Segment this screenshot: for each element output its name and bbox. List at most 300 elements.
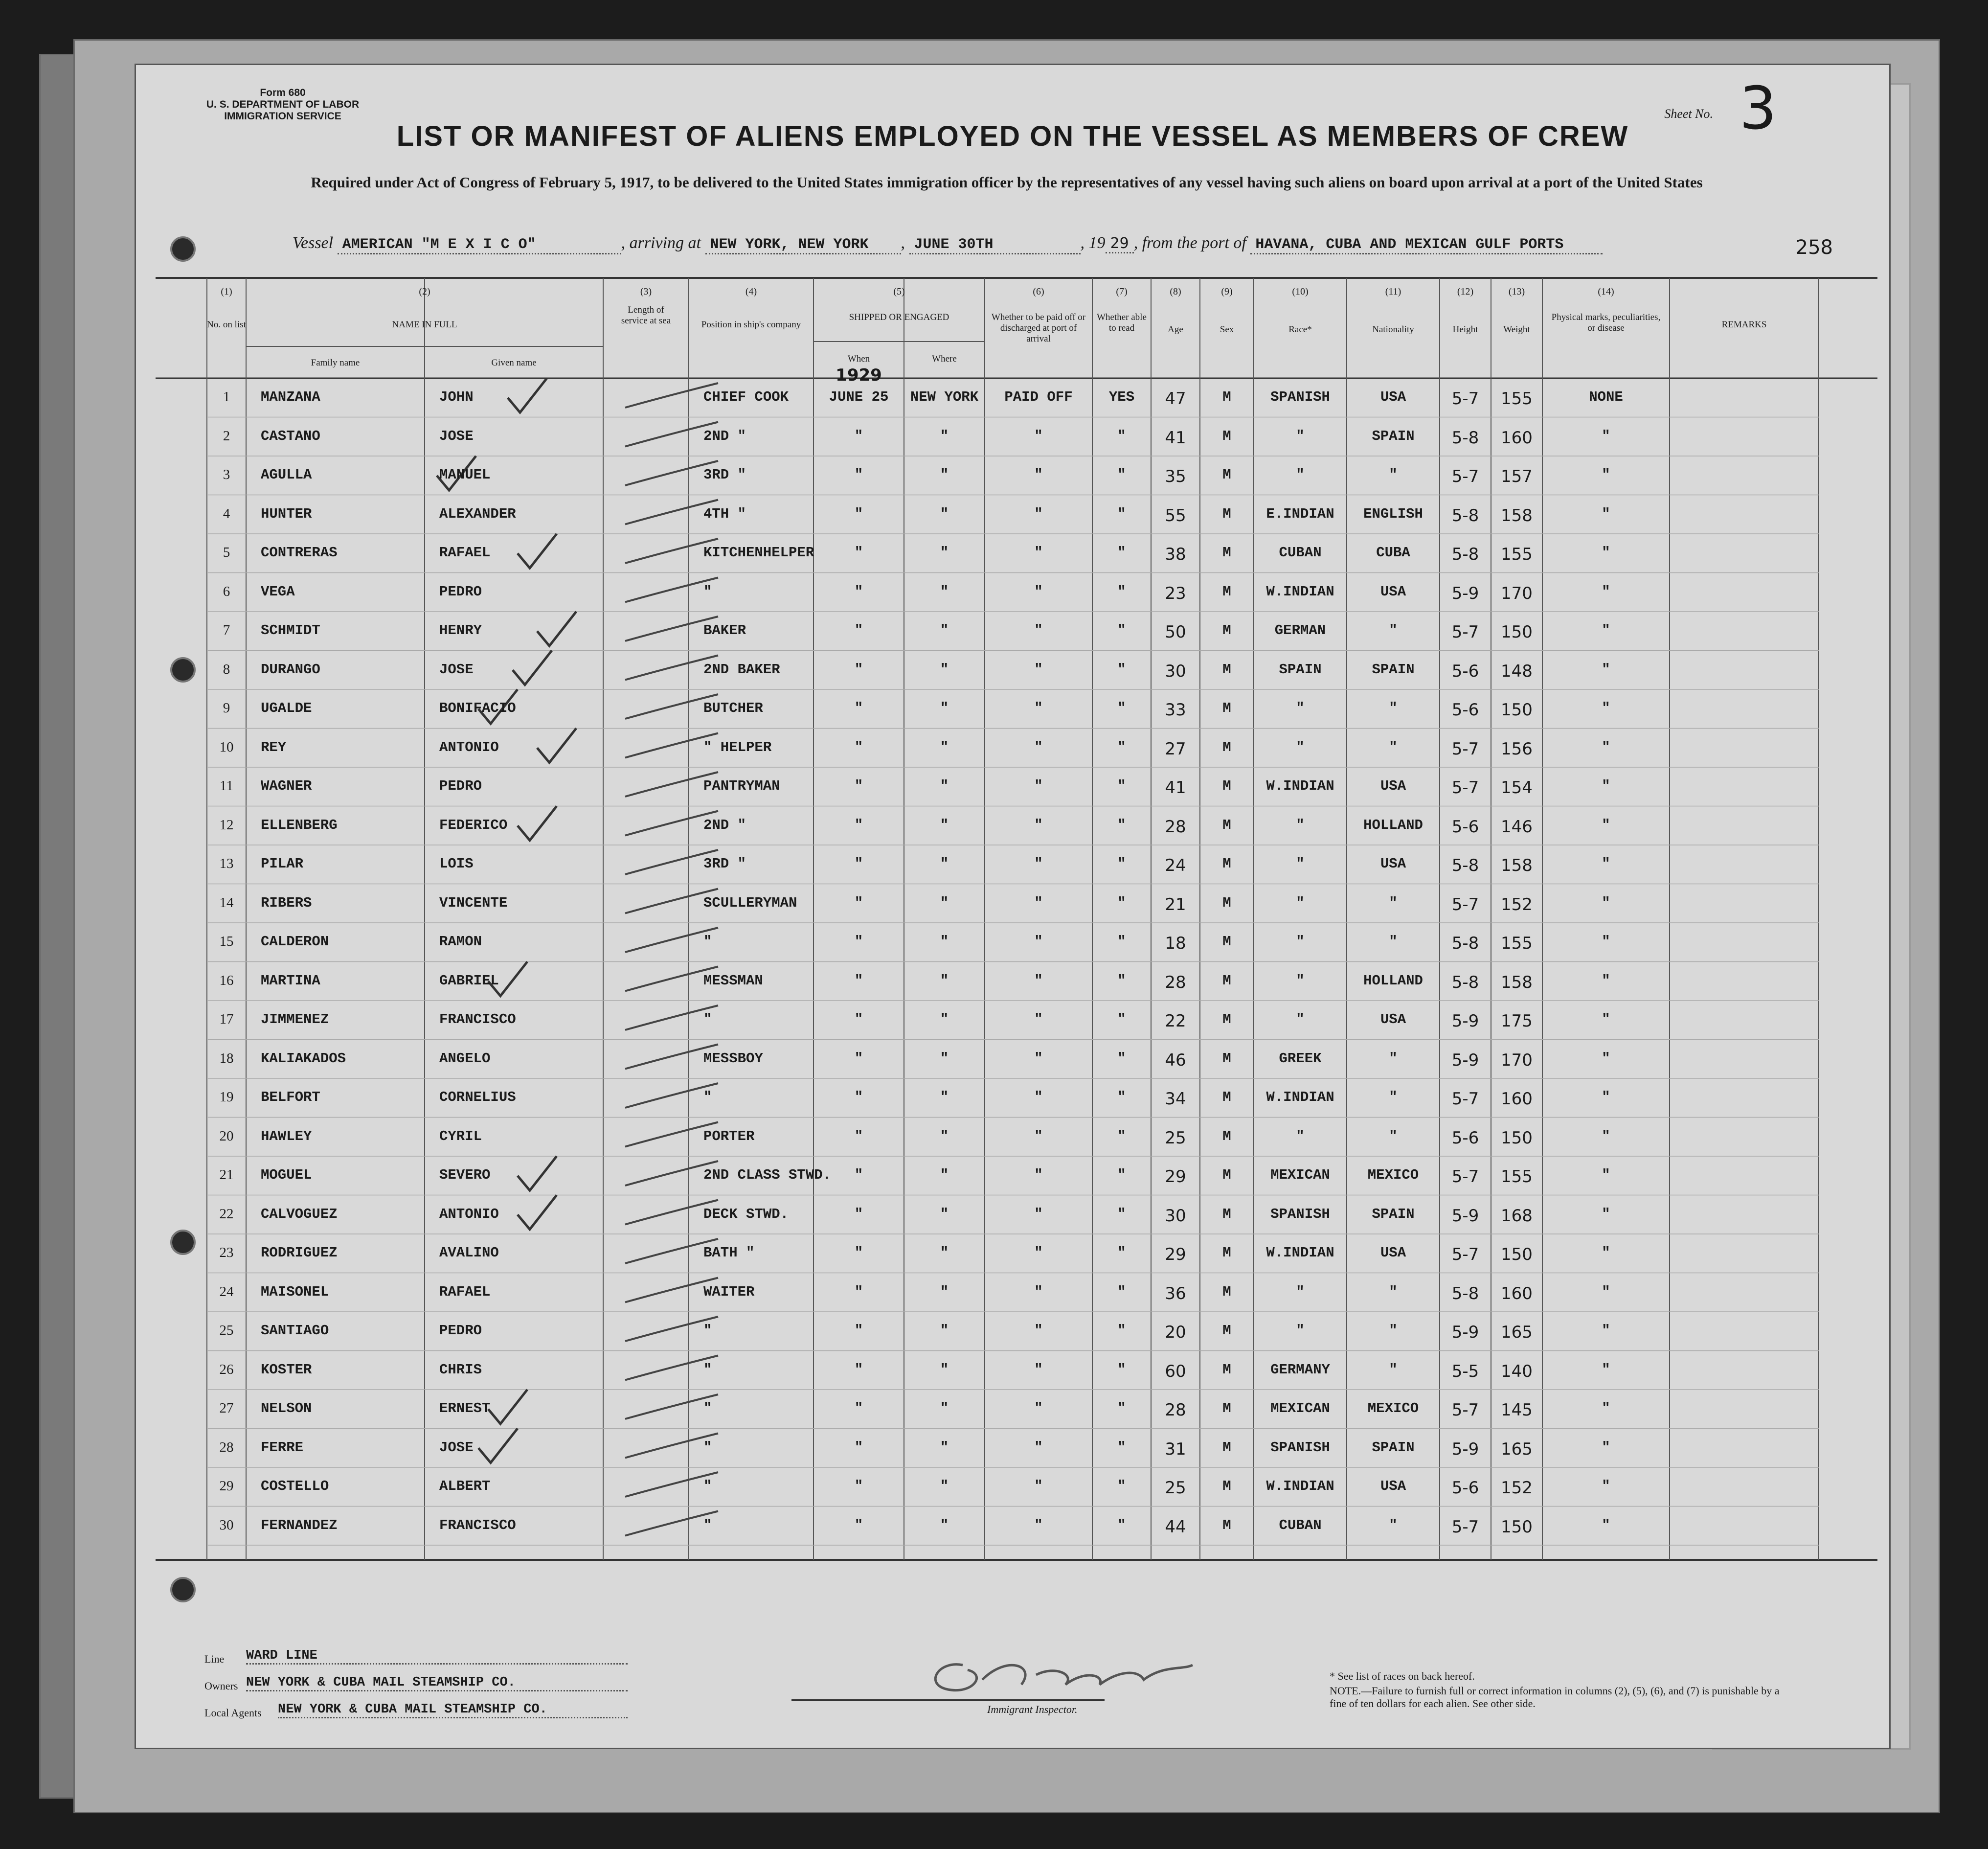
cell-sex: M xyxy=(1222,1439,1231,1456)
cell-where: " xyxy=(940,934,949,950)
cell-race: " xyxy=(1296,739,1305,755)
cell-age: 29 xyxy=(1165,1245,1186,1264)
cell-weight: 160 xyxy=(1501,1283,1533,1303)
cell-weight: 152 xyxy=(1501,1478,1533,1498)
cell-height: 5-8 xyxy=(1451,428,1479,448)
cell-position: " xyxy=(703,1439,712,1456)
cell-read: " xyxy=(1117,1361,1126,1378)
col-number-no: (1) xyxy=(221,286,232,297)
cell-marks: NONE xyxy=(1589,389,1623,405)
cell-no: 9 xyxy=(223,700,230,716)
cell-position: PORTER xyxy=(703,1128,755,1144)
cell-age: 30 xyxy=(1165,1206,1186,1226)
cell-family: KOSTER xyxy=(261,1361,312,1378)
cell-paid: PAID OFF xyxy=(1004,389,1073,405)
cell-nationality: " xyxy=(1389,1361,1398,1378)
cell-read: " xyxy=(1117,972,1126,989)
cell-where: " xyxy=(940,1323,949,1339)
cell-marks: " xyxy=(1602,817,1610,833)
cell-paid: " xyxy=(1034,467,1043,483)
cell-paid: " xyxy=(1034,1245,1043,1261)
cell-paid: " xyxy=(1034,700,1043,716)
cell-read: " xyxy=(1117,894,1126,911)
cell-position: BATH " xyxy=(703,1245,755,1261)
cell-sex: M xyxy=(1222,934,1231,950)
cell-height: 5-6 xyxy=(1451,1128,1479,1148)
cell-race: SPAIN xyxy=(1279,661,1322,678)
cell-race: W.INDIAN xyxy=(1266,583,1334,600)
col-header-name: NAME IN FULL xyxy=(392,320,457,330)
cell-age: 41 xyxy=(1165,778,1186,798)
cell-given: FEDERICO xyxy=(439,817,508,833)
cell-where: " xyxy=(940,817,949,833)
cell-sex: M xyxy=(1222,1517,1231,1533)
cell-paid: " xyxy=(1034,1517,1043,1533)
cell-sex: M xyxy=(1222,661,1231,678)
cell-age: 22 xyxy=(1165,1011,1186,1031)
cell-where: " xyxy=(940,1206,949,1222)
cell-when: JUNE 25 xyxy=(829,389,889,405)
cell-nationality: " xyxy=(1389,622,1398,639)
cell-where: " xyxy=(940,505,949,522)
cell-given: MANUEL xyxy=(439,467,491,483)
cell-family: COSTELLO xyxy=(261,1478,329,1494)
cell-marks: " xyxy=(1602,1283,1610,1300)
cell-race: " xyxy=(1296,817,1305,833)
cell-height: 5-5 xyxy=(1451,1361,1479,1381)
from-port-label: , from the port of xyxy=(1133,234,1246,252)
col-header-read: Whether able to read xyxy=(1097,312,1147,333)
cell-nationality: USA xyxy=(1380,1478,1406,1494)
cell-where: " xyxy=(940,428,949,444)
cell-no: 25 xyxy=(219,1323,234,1338)
cell-read: " xyxy=(1117,1323,1126,1339)
cell-paid: " xyxy=(1034,545,1043,561)
cell-where: " xyxy=(940,1283,949,1300)
cell-age: 28 xyxy=(1165,972,1186,992)
cell-weight: 160 xyxy=(1501,428,1533,448)
cell-marks: " xyxy=(1602,1011,1610,1027)
cell-age: 35 xyxy=(1165,467,1186,486)
cell-read: " xyxy=(1117,1128,1126,1144)
cell-position: 2ND BAKER xyxy=(703,661,780,678)
col-header-family-name: Family name xyxy=(311,358,360,368)
cell-height: 5-8 xyxy=(1451,1283,1479,1303)
cell-no: 5 xyxy=(223,545,230,560)
cell-no: 16 xyxy=(219,972,234,988)
cell-nationality: USA xyxy=(1380,389,1406,405)
cell-where: " xyxy=(940,622,949,639)
cell-position: 3RD " xyxy=(703,467,746,483)
cell-no: 30 xyxy=(219,1517,234,1533)
cell-height: 5-8 xyxy=(1451,545,1479,564)
cell-position: WAITER xyxy=(703,1283,755,1300)
cell-no: 8 xyxy=(223,661,230,677)
cell-where: " xyxy=(940,856,949,872)
cell-given: ALBERT xyxy=(439,1478,491,1494)
cell-height: 5-8 xyxy=(1451,972,1479,992)
cell-given: RAMON xyxy=(439,934,482,950)
cell-family: KALIAKADOS xyxy=(261,1050,346,1067)
cell-marks: " xyxy=(1602,583,1610,600)
cell-race: W.INDIAN xyxy=(1266,1478,1334,1494)
cell-paid: " xyxy=(1034,817,1043,833)
cell-read: " xyxy=(1117,467,1126,483)
cell-paid: " xyxy=(1034,1089,1043,1105)
cell-age: 28 xyxy=(1165,1400,1186,1420)
cell-given: ERNEST xyxy=(439,1400,491,1416)
cell-no: 19 xyxy=(219,1089,234,1105)
vessel-label: Vessel xyxy=(293,234,334,252)
cell-given: JOSE xyxy=(439,428,474,444)
cell-when-year: 1929 xyxy=(836,365,882,385)
cell-race: " xyxy=(1296,972,1305,989)
cell-marks: " xyxy=(1602,700,1610,716)
cell-when: " xyxy=(854,972,863,989)
cell-height: 5-7 xyxy=(1451,622,1479,642)
col-header-height: Height xyxy=(1452,324,1478,335)
cell-family: MARTINA xyxy=(261,972,320,989)
cell-given: PEDRO xyxy=(439,778,482,794)
cell-race: SPANISH xyxy=(1270,1439,1330,1456)
cell-family: BELFORT xyxy=(261,1089,320,1105)
col-header-shipped: SHIPPED OR ENGAGED xyxy=(849,312,949,322)
inspector-signature xyxy=(909,1645,1251,1699)
cell-nationality: " xyxy=(1389,1128,1398,1144)
cell-sex: M xyxy=(1222,622,1231,639)
col-number-nationality: (11) xyxy=(1385,286,1401,297)
cell-when: " xyxy=(854,817,863,833)
sheet-label: Sheet No. xyxy=(1664,107,1713,121)
agents-value: NEW YORK & CUBA MAIL STEAMSHIP CO. xyxy=(278,1702,628,1718)
cell-position: " xyxy=(703,1400,712,1416)
cell-given: ANTONIO xyxy=(439,739,499,755)
cell-paid: " xyxy=(1034,1323,1043,1339)
cell-race: " xyxy=(1296,467,1305,483)
cell-read: " xyxy=(1117,1245,1126,1261)
cell-family: JIMMENEZ xyxy=(261,1011,329,1027)
cell-weight: 150 xyxy=(1501,1245,1533,1264)
cell-where: " xyxy=(940,894,949,911)
cell-paid: " xyxy=(1034,972,1043,989)
cell-height: 5-7 xyxy=(1451,1400,1479,1420)
cell-race: MEXICAN xyxy=(1270,1400,1330,1416)
cell-age: 55 xyxy=(1165,505,1186,525)
vessel-line: Vessel AMERICAN "M E X I C O" , arriving at NEW YORK, NEW YORK , JUNE 30TH , 19 29 , from the port of HAVANA, CUBA AND MEXICAN GULF PORTS xyxy=(293,234,1603,254)
cell-no: 12 xyxy=(219,817,234,833)
inspector-label: Immigrant Inspector. xyxy=(987,1703,1078,1715)
cell-family: MANZANA xyxy=(261,389,320,405)
cell-age: 29 xyxy=(1165,1167,1186,1187)
cell-weight: 158 xyxy=(1501,972,1533,992)
page-title: LIST OR MANIFEST OF ALIENS EMPLOYED ON THE VESSEL AS MEMBERS OF CREW xyxy=(396,120,1629,152)
cell-race: E.INDIAN xyxy=(1266,505,1334,522)
cell-when: " xyxy=(854,1050,863,1067)
cell-weight: 165 xyxy=(1501,1323,1533,1342)
cell-height: 5-8 xyxy=(1451,934,1479,953)
cell-nationality: " xyxy=(1389,739,1398,755)
cell-where: " xyxy=(940,700,949,716)
cell-marks: " xyxy=(1602,1323,1610,1339)
cell-family: MOGUEL xyxy=(261,1167,312,1183)
cell-when: " xyxy=(854,1283,863,1300)
cell-no: 13 xyxy=(219,856,234,871)
cell-family: MAISONEL xyxy=(261,1283,329,1300)
cell-position: MESSMAN xyxy=(703,972,763,989)
cell-race: GERMANY xyxy=(1270,1361,1330,1378)
cell-height: 5-7 xyxy=(1451,1089,1479,1109)
inspector-signature-line xyxy=(791,1699,1105,1701)
cell-family: CASTANO xyxy=(261,428,320,444)
cell-position: " HELPER xyxy=(703,739,772,755)
cell-no: 7 xyxy=(223,622,230,638)
cell-weight: 150 xyxy=(1501,622,1533,642)
cell-family: DURANGO xyxy=(261,661,320,678)
col-number-age: (8) xyxy=(1170,286,1181,297)
cell-where: " xyxy=(940,1517,949,1533)
cell-read: YES xyxy=(1108,389,1135,405)
cell-when: " xyxy=(854,661,863,678)
col-header-where: Where xyxy=(932,354,957,364)
cell-nationality: HOLLAND xyxy=(1363,817,1423,833)
arrival-date: JUNE 30TH xyxy=(909,236,1081,254)
cell-given: ANGELO xyxy=(439,1050,491,1067)
cell-marks: " xyxy=(1602,739,1610,755)
penalty-note: NOTE.—Failure to furnish full or correct information in columns (2), (5), (6), and (7) is punishable by a fine of ten dollars for each alien. See other side. xyxy=(1330,1685,1780,1710)
cell-read: " xyxy=(1117,1478,1126,1494)
cell-where: " xyxy=(940,778,949,794)
cell-no: 3 xyxy=(223,467,230,482)
cell-where: " xyxy=(940,972,949,989)
owners-label: Owners xyxy=(204,1680,238,1692)
cell-race: CUBAN xyxy=(1279,1517,1322,1533)
cell-race: GERMAN xyxy=(1274,622,1326,639)
cell-family: FERNANDEZ xyxy=(261,1517,338,1533)
cell-race: W.INDIAN xyxy=(1266,778,1334,794)
cell-position: " xyxy=(703,1361,712,1378)
cell-height: 5-7 xyxy=(1451,389,1479,409)
cell-given: CORNELIUS xyxy=(439,1089,516,1105)
cell-weight: 157 xyxy=(1501,467,1533,486)
cell-where: " xyxy=(940,1439,949,1456)
cell-sex: M xyxy=(1222,1089,1231,1105)
cell-when: " xyxy=(854,1206,863,1222)
cell-weight: 170 xyxy=(1501,1050,1533,1070)
cell-given: PEDRO xyxy=(439,1323,482,1339)
cell-given: CHRIS xyxy=(439,1361,482,1378)
cell-sex: M xyxy=(1222,1050,1231,1067)
col-number-height: (12) xyxy=(1457,286,1474,297)
cell-no: 24 xyxy=(219,1283,234,1300)
cell-age: 34 xyxy=(1165,1089,1186,1109)
cell-nationality: MEXICO xyxy=(1367,1167,1419,1183)
cell-where: " xyxy=(940,1361,949,1378)
cell-height: 5-7 xyxy=(1451,1167,1479,1187)
cell-height: 5-8 xyxy=(1451,856,1479,875)
cell-weight: 170 xyxy=(1501,583,1533,603)
cell-sex: M xyxy=(1222,1128,1231,1144)
cell-marks: " xyxy=(1602,1517,1610,1533)
cell-position: 2ND CLASS STWD. xyxy=(703,1167,832,1183)
cell-read: " xyxy=(1117,428,1126,444)
cell-marks: " xyxy=(1602,1400,1610,1416)
cell-given: RAFAEL xyxy=(439,1283,491,1300)
cell-given: JOSE xyxy=(439,1439,474,1456)
cell-family: ELLENBERG xyxy=(261,817,338,833)
cell-position: CHIEF COOK xyxy=(703,389,789,405)
cell-given: FRANCISCO xyxy=(439,1517,516,1533)
departure-port: HAVANA, CUBA AND MEXICAN GULF PORTS xyxy=(1250,236,1603,254)
cell-no: 10 xyxy=(219,739,234,755)
cell-sex: M xyxy=(1222,1400,1231,1416)
cell-when: " xyxy=(854,856,863,872)
cell-age: 31 xyxy=(1165,1439,1186,1459)
agents-label: Local Agents xyxy=(204,1707,262,1719)
cell-read: " xyxy=(1117,1050,1126,1067)
cell-when: " xyxy=(854,583,863,600)
cell-family: PILAR xyxy=(261,856,304,872)
cell-age: 38 xyxy=(1165,545,1186,564)
cell-nationality: SPAIN xyxy=(1372,1439,1415,1456)
cell-race: " xyxy=(1296,894,1305,911)
cell-read: " xyxy=(1117,934,1126,950)
cell-given: JOSE xyxy=(439,661,474,678)
cell-where: " xyxy=(940,1400,949,1416)
arrival-port: NEW YORK, NEW YORK xyxy=(705,236,901,254)
cell-family: CONTRERAS xyxy=(261,545,338,561)
cell-weight: 155 xyxy=(1501,934,1533,953)
cell-marks: " xyxy=(1602,1245,1610,1261)
cell-nationality: " xyxy=(1389,934,1398,950)
line-value: WARD LINE xyxy=(246,1648,628,1665)
cell-paid: " xyxy=(1034,1400,1043,1416)
cell-nationality: SPAIN xyxy=(1372,661,1415,678)
cell-sex: M xyxy=(1222,856,1231,872)
cell-paid: " xyxy=(1034,583,1043,600)
cell-marks: " xyxy=(1602,505,1610,522)
cell-no: 29 xyxy=(219,1478,234,1494)
cell-nationality: " xyxy=(1389,1089,1398,1105)
cell-height: 5-7 xyxy=(1451,1517,1479,1537)
col-header-position: Position in ship's company xyxy=(701,320,801,330)
cell-read: " xyxy=(1117,1167,1126,1183)
cell-weight: 148 xyxy=(1501,661,1533,681)
cell-no: 6 xyxy=(223,583,230,599)
cell-nationality: USA xyxy=(1380,778,1406,794)
cell-sex: M xyxy=(1222,778,1231,794)
cell-family: CALVOGUEZ xyxy=(261,1206,338,1222)
cell-nationality: " xyxy=(1389,467,1398,483)
cell-marks: " xyxy=(1602,1206,1610,1222)
cell-family: HAWLEY xyxy=(261,1128,312,1144)
cell-given: SEVERO xyxy=(439,1167,491,1183)
cell-nationality: MEXICO xyxy=(1367,1400,1419,1416)
cell-when: " xyxy=(854,545,863,561)
cell-weight: 150 xyxy=(1501,700,1533,720)
cell-read: " xyxy=(1117,856,1126,872)
col-header-sex: Sex xyxy=(1220,324,1234,335)
cell-where: " xyxy=(940,1128,949,1144)
cell-where: " xyxy=(940,1011,949,1027)
cell-no: 11 xyxy=(220,778,233,794)
cell-family: RODRIGUEZ xyxy=(261,1245,338,1261)
cell-position: " xyxy=(703,1517,712,1533)
cell-paid: " xyxy=(1034,934,1043,950)
cell-sex: M xyxy=(1222,505,1231,522)
cell-position: 2ND " xyxy=(703,817,746,833)
cell-weight: 152 xyxy=(1501,894,1533,914)
cell-sex: M xyxy=(1222,1011,1231,1027)
cell-family: SCHMIDT xyxy=(261,622,320,639)
col-header-paid: Whether to be paid off or discharged at port of arrival xyxy=(991,312,1086,344)
cell-nationality: " xyxy=(1389,700,1398,716)
cell-marks: " xyxy=(1602,972,1610,989)
cell-paid: " xyxy=(1034,894,1043,911)
races-note: * See list of races on back hereof. xyxy=(1330,1670,1475,1682)
form-number: Form 680 xyxy=(260,87,306,98)
cell-paid: " xyxy=(1034,1478,1043,1494)
cell-paid: " xyxy=(1034,1128,1043,1144)
cell-where: " xyxy=(940,1050,949,1067)
cell-age: 20 xyxy=(1165,1323,1186,1342)
cell-read: " xyxy=(1117,622,1126,639)
cell-family: CALDERON xyxy=(261,934,329,950)
cell-race: MEXICAN xyxy=(1270,1167,1330,1183)
cell-marks: " xyxy=(1602,1167,1610,1183)
cell-no: 20 xyxy=(219,1128,234,1144)
cell-age: 60 xyxy=(1165,1361,1186,1381)
cell-age: 25 xyxy=(1165,1128,1186,1148)
cell-height: 5-6 xyxy=(1451,817,1479,837)
cell-paid: " xyxy=(1034,505,1043,522)
col-number-length: (3) xyxy=(640,286,652,297)
cell-where: " xyxy=(940,1245,949,1261)
cell-given: FRANCISCO xyxy=(439,1011,516,1027)
arrival-year: 29 xyxy=(1106,235,1134,253)
col-header-marks: Physical marks, peculiarities, or disease xyxy=(1551,312,1661,333)
cell-paid: " xyxy=(1034,1050,1043,1067)
cell-position: PANTRYMAN xyxy=(703,778,780,794)
cell-when: " xyxy=(854,1323,863,1339)
col-number-read: (7) xyxy=(1116,286,1128,297)
cell-when: " xyxy=(854,1167,863,1183)
cell-race: CUBAN xyxy=(1279,545,1322,561)
cell-marks: " xyxy=(1602,661,1610,678)
cell-marks: " xyxy=(1602,622,1610,639)
page-subtitle: Required under Act of Congress of February 5, 1917, to be delivered to the United States immigration officer by the representatives of any vessel having such aliens on board upon arrival at a port of the United States xyxy=(311,174,1703,191)
cell-height: 5-9 xyxy=(1451,583,1479,603)
cell-age: 36 xyxy=(1165,1283,1186,1303)
cell-sex: M xyxy=(1222,1167,1231,1183)
year-label: , 19 xyxy=(1080,234,1106,252)
cell-paid: " xyxy=(1034,739,1043,755)
cell-marks: " xyxy=(1602,545,1610,561)
cell-marks: " xyxy=(1602,1478,1610,1494)
cell-position: KITCHENHELPER xyxy=(703,545,814,561)
cell-height: 5-7 xyxy=(1451,1245,1479,1264)
cell-read: " xyxy=(1117,817,1126,833)
cell-where: " xyxy=(940,545,949,561)
cell-height: 5-9 xyxy=(1451,1050,1479,1070)
cell-where: " xyxy=(940,1478,949,1494)
col-header-given-name: Given name xyxy=(491,358,537,368)
cell-nationality: SPAIN xyxy=(1372,428,1415,444)
cell-given: AVALINO xyxy=(439,1245,499,1261)
cell-family: HUNTER xyxy=(261,505,312,522)
cell-position: " xyxy=(703,1011,712,1027)
cell-read: " xyxy=(1117,583,1126,600)
cell-age: 23 xyxy=(1165,583,1186,603)
